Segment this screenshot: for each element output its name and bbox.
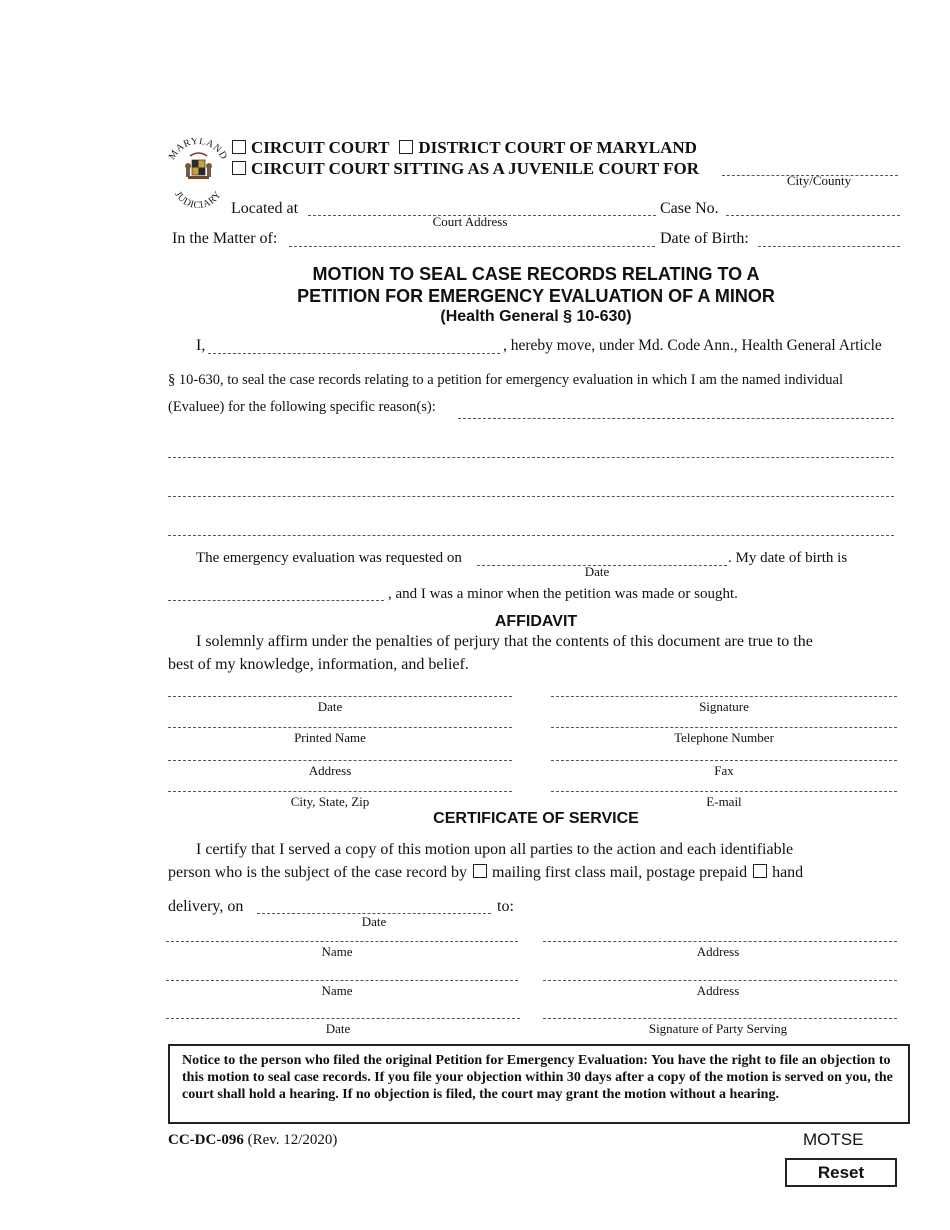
service-address-line-1[interactable] [543, 941, 897, 942]
in-the-matter-of-field[interactable] [289, 232, 655, 247]
court-line-2 [232, 159, 699, 179]
circuit-court-checkbox[interactable] [232, 140, 246, 154]
case-no-label: Case No. [660, 200, 719, 217]
affidavit-right-label-3: Fax [714, 763, 734, 778]
juvenile-court-checkbox[interactable] [232, 161, 246, 175]
affidavit-heading: AFFIDAVIT [494, 613, 578, 630]
city-county-caption: City/County [786, 173, 852, 188]
to-text: to: [497, 898, 514, 915]
affidavit-printed-name-line[interactable] [168, 727, 512, 728]
movant-dob-field[interactable] [168, 586, 384, 601]
minor-text: , and I was a minor when the petition was made or sought. [388, 586, 738, 602]
form-title-line-2: PETITION FOR EMERGENCY EVALUATION OF A MINOR [297, 286, 775, 306]
court-address-caption: Court Address [432, 214, 508, 229]
reasons-field-4[interactable] [168, 521, 894, 536]
form-revision: (Rev. 12/2020) [247, 1132, 338, 1148]
mail-checkbox[interactable] [473, 864, 487, 878]
requested-on-text: The emergency evaluation was requested on [196, 550, 462, 566]
date-of-birth-field[interactable] [758, 232, 900, 247]
i-prefix: I, [196, 337, 206, 354]
service-date-line[interactable] [166, 1018, 520, 1019]
hand-delivery-checkbox[interactable] [753, 864, 767, 878]
evaluation-date-caption: Date [584, 564, 610, 579]
in-the-matter-of-label: In the Matter of: [172, 230, 278, 247]
notice-box: Notice to the person who filed the original Petition for Emergency Evaluation: You have the right to file an objection to this motion to seal case records. If you file your objection within 30 days after a copy of the motion is served on you, the court shall hold a hearing. If no objection is filed, the court may grant the motion without a hearing. [168, 1044, 910, 1124]
affidavit-right-label-1: Signature [699, 699, 749, 714]
affidavit-right-label-4: E-mail [706, 794, 742, 809]
mail-option-label: mailing first class mail, postage prepaid [492, 864, 748, 881]
certificate-right-label-1: Address [696, 944, 740, 959]
form-number-line [168, 1132, 337, 1149]
form-title-line-3: (Health General § 10-630) [440, 308, 632, 325]
certificate-text-line-1: I certify that I served a copy of this motion upon all parties to the action and each identifiable [196, 841, 794, 858]
form-number: CC-DC-096 [168, 1132, 244, 1148]
certificate-text-line-2 [168, 864, 803, 882]
svg-text:MARYLAND [167, 138, 230, 162]
district-court-label: DISTRICT COURT OF MARYLAND [418, 138, 697, 157]
affidavit-text-line-1: I solemnly affirm under the penalties of perjury that the contents of this document are true to the [196, 633, 813, 650]
affidavit-left-label-2: Printed Name [294, 730, 366, 745]
case-no-field[interactable] [726, 201, 900, 216]
affidavit-city-state-zip-line[interactable] [168, 791, 512, 792]
affidavit-text-line-2: best of my knowledge, information, and belief. [168, 656, 469, 673]
movant-name-field[interactable] [208, 339, 500, 354]
court-line-1 [232, 138, 697, 158]
affidavit-right-label-2: Telephone Number [674, 730, 774, 745]
affidavit-left-label-4: City, State, Zip [290, 794, 370, 809]
affidavit-email-line[interactable] [551, 791, 897, 792]
affidavit-left-label-1: Date [317, 699, 343, 714]
service-address-line-2[interactable] [543, 980, 897, 981]
reasons-field-2[interactable] [168, 443, 894, 458]
certificate-heading: CERTIFICATE OF SERVICE [433, 810, 639, 827]
service-signature-line[interactable] [543, 1018, 897, 1019]
affidavit-left-label-3: Address [308, 763, 352, 778]
para-line-2: § 10-630, to seal the case records relating to a petition for emergency evaluation in which I am the named individual [168, 372, 843, 388]
form-title-line-1: MOTION TO SEAL CASE RECORDS RELATING TO A [312, 264, 760, 284]
svg-text:JUDICIARY [172, 189, 224, 211]
maryland-judiciary-seal [166, 138, 230, 212]
service-name-line-1[interactable] [166, 941, 518, 942]
certificate-left-label-2: Name [321, 983, 353, 998]
reset-button[interactable]: Reset [785, 1158, 897, 1187]
move-text: , hereby move, under Md. Code Ann., Health General Article [503, 337, 882, 354]
located-at-label: Located at [231, 200, 299, 217]
certificate-right-label-3: Signature of Party Serving [648, 1021, 788, 1036]
para-line-3: (Evaluee) for the following specific reason(s): [168, 399, 436, 415]
hand-option-label: hand [772, 864, 804, 881]
seal-text-bottom: JUDICIARY [172, 189, 224, 212]
certificate-text-line-2-a: person who is the subject of the case record by [168, 864, 468, 881]
certificate-left-label-3: Date [325, 1021, 351, 1036]
affidavit-signature-line[interactable] [551, 696, 897, 697]
service-name-line-2[interactable] [166, 980, 518, 981]
affidavit-address-line[interactable] [168, 760, 512, 761]
seal-text-top: MARYLAND [166, 138, 230, 162]
affidavit-date-line[interactable] [168, 696, 512, 697]
reasons-field-3[interactable] [168, 482, 894, 497]
service-date-field[interactable] [257, 899, 491, 914]
service-date-caption: Date [361, 914, 387, 929]
affidavit-telephone-line[interactable] [551, 727, 897, 728]
district-court-checkbox[interactable] [399, 140, 413, 154]
juvenile-court-label: CIRCUIT COURT SITTING AS A JUVENILE COURT FOR [251, 159, 700, 178]
certificate-left-label-1: Name [321, 944, 353, 959]
form-code: MOTSE [803, 1130, 864, 1149]
my-dob-text: . My date of birth is [728, 550, 848, 566]
reasons-field-1[interactable] [458, 404, 894, 419]
certificate-right-label-2: Address [696, 983, 740, 998]
coat-of-arms-icon [185, 153, 212, 179]
affidavit-fax-line[interactable] [551, 760, 897, 761]
delivery-on-text: delivery, on [168, 898, 244, 915]
circuit-court-label: CIRCUIT COURT [251, 138, 390, 157]
date-of-birth-label: Date of Birth: [660, 230, 749, 247]
